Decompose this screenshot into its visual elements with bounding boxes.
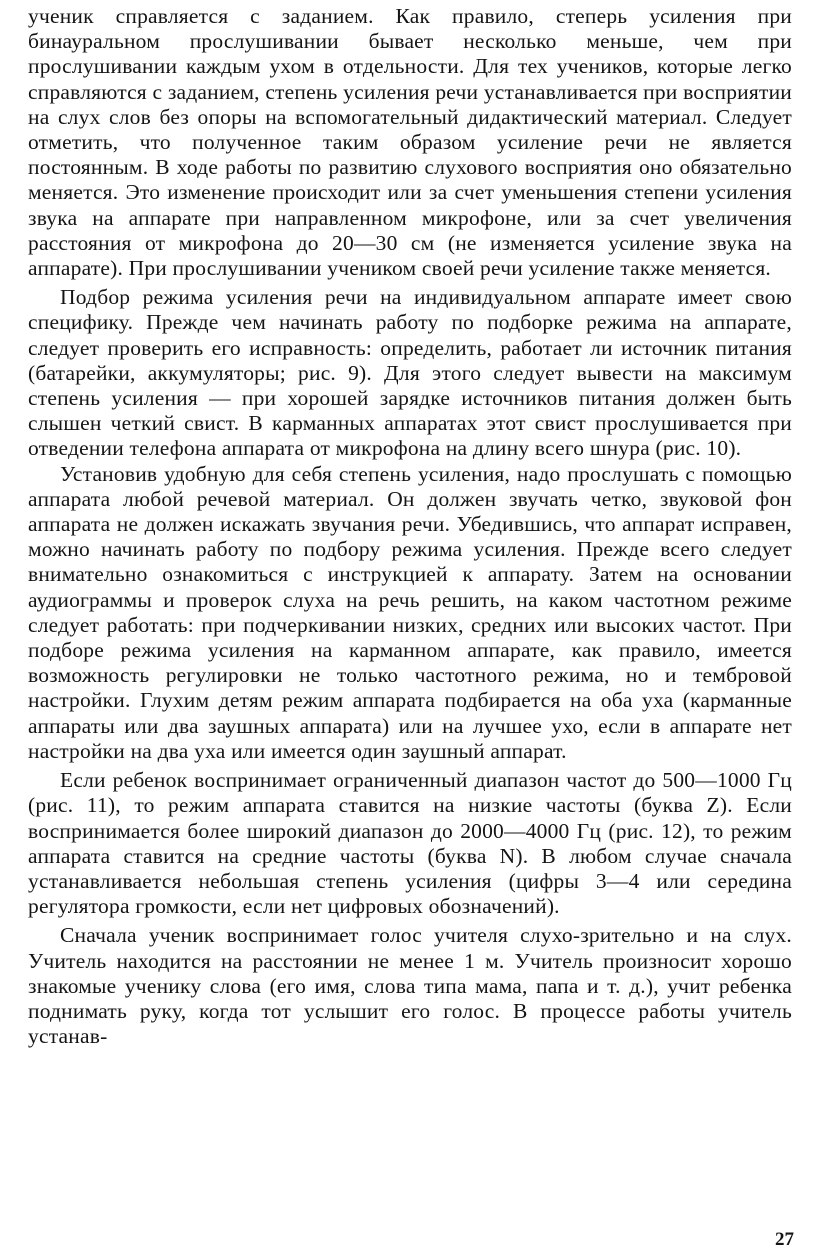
paragraph-2: Подбор режима усиления речи на индивидуальном аппарате имеет свою специфику. Прежде чем начинать работу по подборке режима на аппарате, следует проверить его исправность: определить, работает ли источник питания (батарейки, аккумуляторы; рис. 9). Для этого следует вывести на максимум степень усиления — при хорошей зарядке источников питания должен быть слышен четкий свист. В карманных аппаратах этот свист прослушивается при отведении телефона аппарата от микрофона на длину всего шнура (рис. 10). [28, 285, 792, 461]
document-page [28, 4, 792, 1254]
paragraph-5: Сначала ученик воспринимает голос учителя слухо-зрительно и на слух. Учитель находится на расстоянии не менее 1 м. Учитель произносит хорошо знакомые ученику слова (его имя, слова типа мама, папа и т. д.), учит ребенка поднимать руку, когда тот услышит его голос. В процессе работы учитель устанав- [28, 923, 792, 1049]
paragraph-3: Установив удобную для себя степень усиления, надо прослушать с помощью аппарата любой речевой материал. Он должен звучать четко, звуковой фон аппарата не должен искажать звучания речи. Убедившись, что аппарат исправен, можно начинать работу по подбору режима усиления. Прежде всего следует внимательно ознакомиться с инструкцией к аппарату. Затем на основании аудиограммы и проверок слуха на речь решить, на каком частотном режиме следует работать: при подчеркивании низких, средних или высоких частот. При подборе режима усиления на карманном аппарате, как правило, имеется возможность регулировки не только частотного режима, но и тембровой настройки. Глухим детям режим аппарата подбирается на оба уха (карманные аппараты или два заушных аппарата) или на лучшее ухо, если в аппарате нет настройки на два уха или имеется один заушный аппарат. [28, 461, 792, 763]
paragraph-1: ученик справляется с заданием. Как правило, степерь усиления при бинауральном прослушивании бывает несколько меньше, чем при прослушивании каждым ухом в отдельности. Для тех учеников, которые легко справляются с заданием, степень усиления речи устанавливается при восприятии на слух слов без опоры на вспомогательный дидактический материал. Следует отметить, что полученное таким образом усиление речи не является постоянным. В ходе работы по развитию слухового восприятия оно обязательно меняется. Это изменение происходит или за счет уменьшения степени усиления звука на аппарате при направленном микрофоне, или за счет увеличения расстояния от микрофона до 20—30 см (не изменяется усиление звука на аппарате). При прослушивании учеником своей речи усиление также меняется. [28, 4, 792, 281]
page-number: 27 [775, 1229, 794, 1250]
paragraph-4: Если ребенок воспринимает ограниченный диапазон частот до 500—1000 Гц (рис. 11), то режим аппарата ставится на низкие частоты (буква Z). Если воспринимается более широкий диапазон до 2000—4000 Гц (рис. 12), то режим аппарата ставится на средние частоты (буква N). В любом случае сначала устанавливается небольшая степень усиления (цифры 3—4 или середина регулятора громкости, если нет цифровых обозначений). [28, 768, 792, 919]
